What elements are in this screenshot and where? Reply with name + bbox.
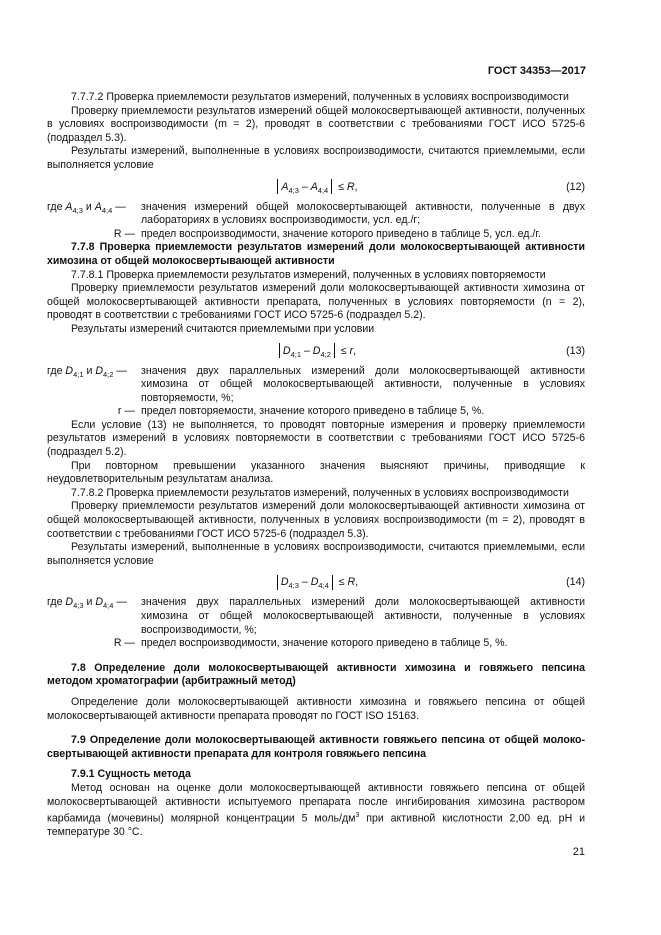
variable-definition xyxy=(47,201,585,228)
formula-expression: $D_{4;3} - D_{4;4} \le R$, xyxy=(47,570,585,598)
variable-definition xyxy=(47,596,585,637)
page-content xyxy=(47,91,585,840)
variable-description: предел воспроизводимости, значение которого приведено в таблице 5, %. xyxy=(141,637,508,650)
paragraph: 7.7.7.2 Проверка приемлемости результатов измерений, полученных в условиях воспроизводимости xyxy=(71,91,569,103)
formula-13 xyxy=(47,339,585,363)
variable-symbol: где $D_{4;1}$ и $D_{4;2}$ — xyxy=(47,364,127,379)
section-heading: 7.8 Определение доли молокосвертывающей активности химозина и говяжьего пепсина методом хроматографии (арбитражный метод) xyxy=(47,661,585,688)
variable-description: значения двух параллельных измерений доли молокосвертывающей активности химозина от общей молокосвертывающей активности, полученные в условиях повторяемости, %; xyxy=(141,364,585,404)
paragraph: Определение доли молокосвертывающей активности химозина и говяжьего пепсина от общей молокосвертывающей активности препарата проводят по ГОСТ ISO 15163. xyxy=(47,695,585,722)
paragraph: 7.7.8.1 Проверка приемлемости результатов измерений, полученных в условиях повторяемости xyxy=(71,268,546,281)
variable-symbol: где $D_{4;3}$ и $D_{4;4}$ — xyxy=(47,596,127,611)
paragraph: Проверку приемлемости результатов измерений доли молокосвертывающей активности химозина от общей молокосвертывающей активности препарата, полученных в условиях повторяемости (n = 2), проводят в соответствии с требованиями ГОСТ ИСО 5725-6 (подраздел 5.2). xyxy=(47,282,585,322)
paragraph: Проверку приемлемости результатов измерений доли молокосвертывающей активности химозина от общей молокосвертывающей активности, полученных в условиях воспроизводимости (m = 2), проводят в соответствии с требованиями ГОСТ ИСО 5725-6 (подраздел 5.3). xyxy=(47,500,585,540)
formula-expression: $D_{4;1} - D_{4;2} \le r$, xyxy=(47,339,585,367)
paragraph: Проверку приемлемости результатов измерений общей молокосвертывающей активности, полученных в условиях воспроизводимости (m = 2), проводят в соответствии с требованиями ГОСТ ИСО 5725-6 (подраздел 5.3). xyxy=(47,104,585,144)
section-heading: 7.7.8 Проверка приемлемости результатов измерений доли молокосвертывающей активности химозина от общей молокосвертывающей активности xyxy=(47,241,585,267)
paragraph: При повторном превышении указанного значения выясняют причины, приводящие к неудовлетворительным результатам анализа. xyxy=(47,459,585,486)
variable-description: значения двух параллельных измерений доли молокосвертывающей активности химозина от общей молокосвертывающей активности, полученные в условиях воспроизводимости, %; xyxy=(141,596,585,636)
section-heading: 7.9 Определение доли молокосвертывающей активности говяжьего пепсина от общей молоко-свертывающей активности препарата для контроля говяжьего пепсина xyxy=(47,734,585,760)
variable-definition xyxy=(47,405,585,419)
equation-number: (12) xyxy=(566,180,585,193)
paragraph: 7.7.8.2 Проверка приемлемости результатов измерений, полученных в условиях воспроизводимости xyxy=(71,486,569,499)
document-header: ГОСТ 34353—2017 xyxy=(487,65,586,77)
variable-definition xyxy=(47,228,585,242)
variable-symbol: r — xyxy=(117,405,135,418)
paragraph: Результаты измерений считаются приемлемыми при условии xyxy=(71,322,375,335)
page-number: 21 xyxy=(572,846,585,858)
equation-number: (13) xyxy=(566,344,585,357)
formula-12 xyxy=(47,175,585,199)
variable-description: значения измерений общей молокосвертывающей активности, полученные в двух лабораториях в условиях воспроизводимости, усл. ед./г; xyxy=(141,200,585,227)
variable-definition xyxy=(47,365,585,406)
paragraph: Результаты измерений, выполненные в условиях воспроизводимости, считаются приемлемыми, если выполняется условие xyxy=(47,145,585,171)
paragraph: Если условие (13) не выполняется, то проводят повторные измерения и проверку приемлемости результатов измерений в условиях повторяемости в соответствии с требованиями ГОСТ ИСО 5725-6 (подраздел 5.2). xyxy=(47,418,585,459)
variable-description: предел воспроизводимости, значение которого приведено в таблице 5, усл. ед./г. xyxy=(141,227,541,240)
variable-symbol: R — xyxy=(113,637,135,650)
paragraph: Результаты измерений, выполненные в условиях воспроизводимости, считаются приемлемыми, если выполняется условие xyxy=(47,541,585,567)
paragraph: Метод основан на оценке доли молокосвертывающей активности говяжьего пепсина от общей молокосвертывающей активности испытуемого препарата после ингибирования химозина раствором карбамида (мочевины) молярной концентрации 5 моль/$дм^3$ при активной кислотности 2,00 ед. pH и температуре 30 °С. xyxy=(47,781,586,839)
variable-symbol: где $A_{4;3}$ и $A_{4;4}$ — xyxy=(47,200,126,215)
variable-description: предел повторяемости, значение которого приведено в таблице 5, %. xyxy=(141,405,485,418)
equation-number: (14) xyxy=(566,576,585,589)
formula-expression: $A_{4;3} - A_{4;4} \le R$, xyxy=(47,175,585,203)
formula-14 xyxy=(47,570,585,594)
subsection-heading: 7.9.1 Сущность метода xyxy=(71,768,191,781)
variable-definition xyxy=(47,637,585,651)
variable-symbol: R — xyxy=(113,227,135,240)
